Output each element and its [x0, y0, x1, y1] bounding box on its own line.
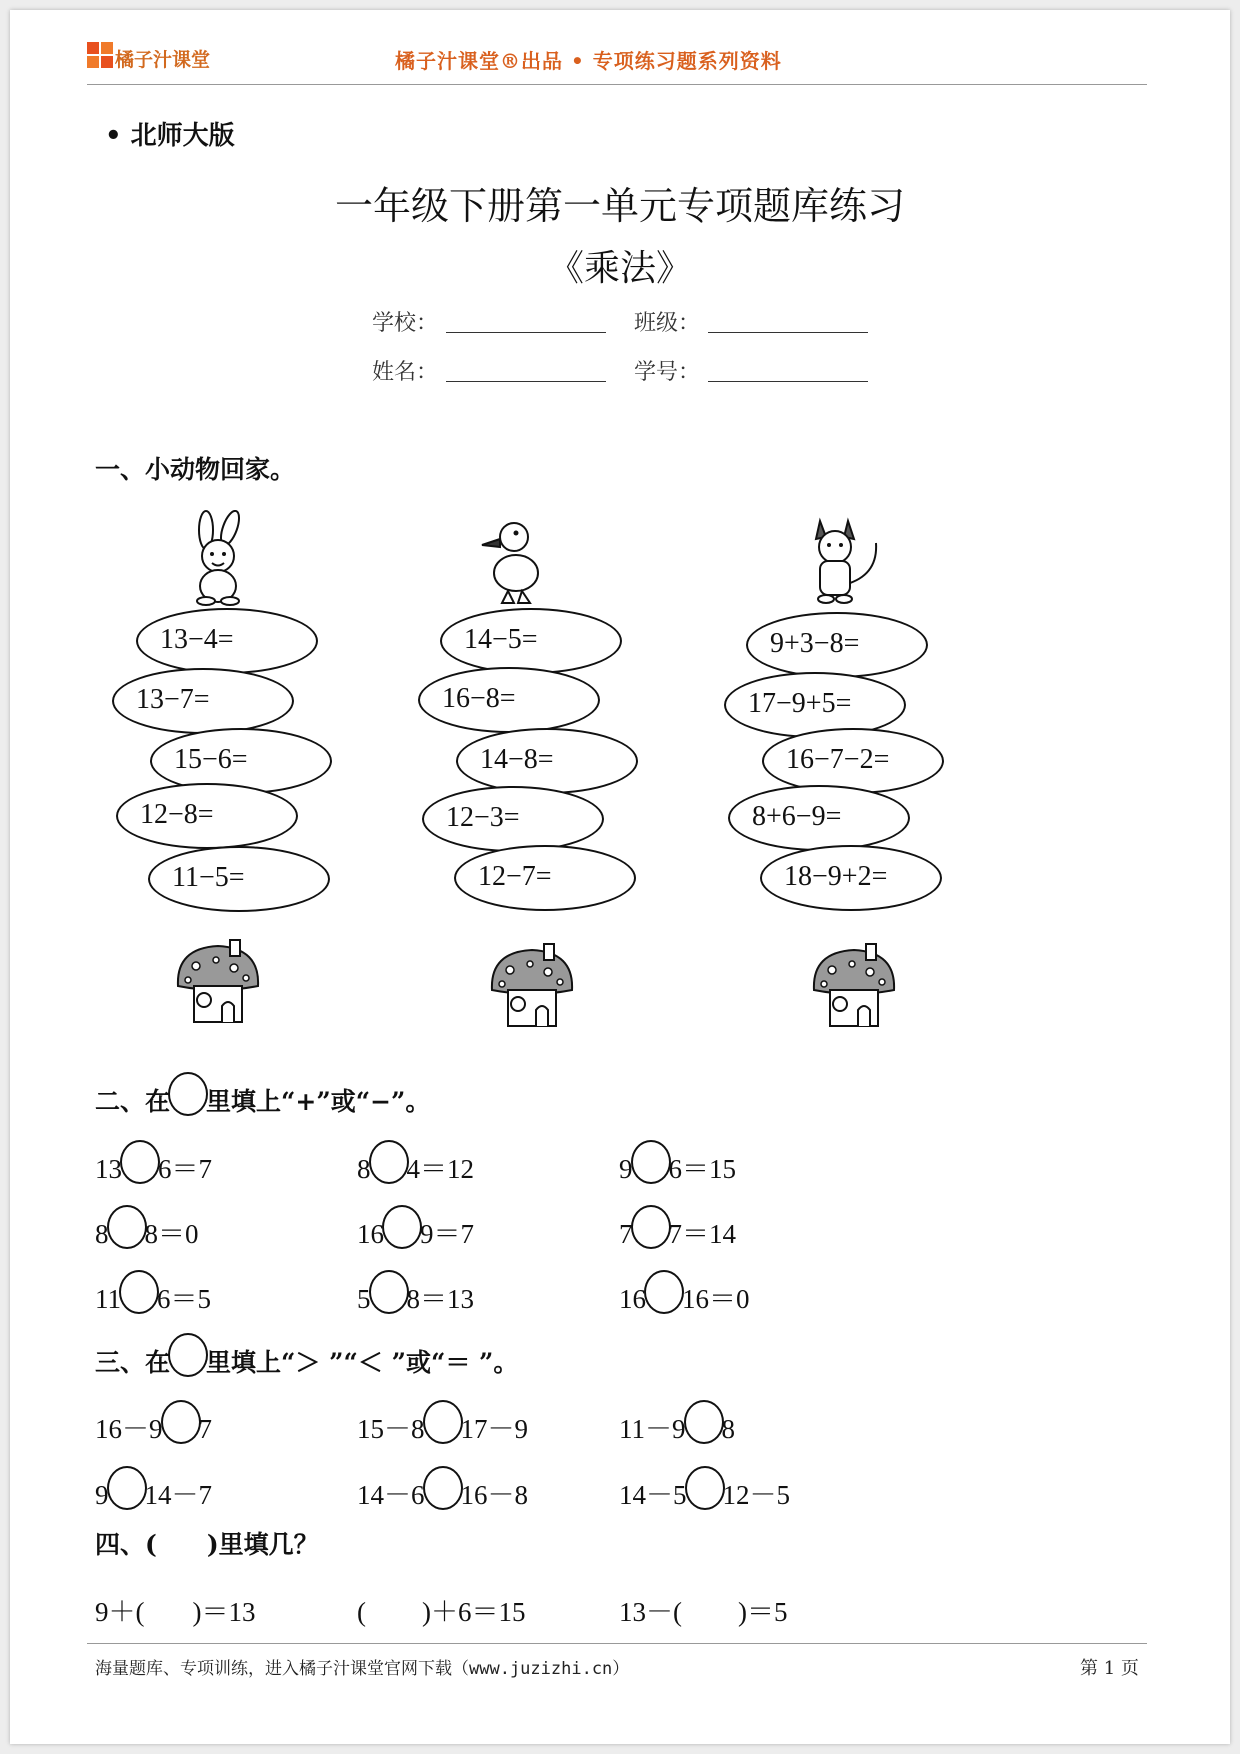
- heading-text: 里填上“+”或“−”。: [206, 1087, 431, 1116]
- exercise-item: [619, 1590, 788, 1629]
- exercise-item: [95, 1205, 199, 1251]
- section-3-heading: [95, 1333, 518, 1379]
- answer-circle[interactable]: [369, 1270, 409, 1314]
- operand: 15－8: [357, 1414, 425, 1444]
- heading-text: 二、在: [95, 1087, 171, 1116]
- operand: 7＝14: [668, 1219, 736, 1249]
- number-label: 学号：: [634, 360, 701, 385]
- equation-oval: [728, 785, 910, 851]
- equation-text: 17−9+5=: [748, 688, 852, 719]
- equation-oval: [116, 783, 298, 849]
- name-label: 姓名：: [372, 360, 439, 385]
- page-subtitle: 《乘法》: [547, 248, 692, 289]
- cat-icon: [800, 513, 886, 605]
- equation-text: 12−8=: [140, 799, 214, 830]
- equation-text: 13−7=: [136, 684, 210, 715]
- operand: 4＝12: [406, 1154, 474, 1184]
- section-4-heading: 四、( )里填几？: [95, 1530, 319, 1559]
- equation-oval: [136, 608, 318, 674]
- number-field[interactable]: [708, 381, 868, 382]
- operand: 7: [619, 1219, 633, 1249]
- equation-oval: [148, 846, 330, 912]
- operand: 8: [721, 1414, 735, 1444]
- class-field[interactable]: [708, 332, 868, 333]
- exercise-item: [95, 1140, 212, 1186]
- operand: 16－8: [460, 1480, 528, 1510]
- operand: 16＝0: [682, 1284, 750, 1314]
- answer-circle[interactable]: [423, 1466, 463, 1510]
- equation-oval: [418, 667, 600, 733]
- equation-text: 13−4=: [160, 624, 234, 655]
- class-label: 班级：: [634, 311, 701, 336]
- operand: 8: [95, 1219, 109, 1249]
- exercise-item: [95, 1270, 211, 1316]
- answer-circle-icon: [168, 1072, 208, 1116]
- equation-oval: [112, 668, 294, 734]
- exercise-item: [357, 1270, 474, 1316]
- operand: )＝5: [738, 1597, 788, 1627]
- equation-text: 11−5=: [172, 862, 245, 893]
- operand: 14－6: [357, 1480, 425, 1510]
- answer-circle[interactable]: [382, 1205, 422, 1249]
- equation-text: 18−9+2=: [784, 861, 888, 892]
- header-title: 橘子汁课堂®出品 • 专项练习题系列资料: [395, 49, 782, 73]
- answer-circle[interactable]: [631, 1140, 671, 1184]
- duck-icon: [478, 515, 548, 607]
- operand: 14－5: [619, 1480, 687, 1510]
- equation-text: 14−8=: [480, 744, 554, 775]
- heading-text: 三、在: [95, 1348, 171, 1377]
- operand: 14－7: [144, 1480, 212, 1510]
- operand: 12－5: [722, 1480, 790, 1510]
- section-2-heading: [95, 1072, 430, 1118]
- operand: 9＝7: [420, 1219, 474, 1249]
- operand: 9: [95, 1480, 109, 1510]
- answer-circle[interactable]: [631, 1205, 671, 1249]
- answer-circle[interactable]: [423, 1400, 463, 1444]
- operand: )＝13: [192, 1597, 256, 1627]
- exercise-item: [619, 1270, 750, 1316]
- operand: 16: [357, 1219, 384, 1249]
- footer-divider: [87, 1643, 1147, 1644]
- school-field[interactable]: [446, 332, 606, 333]
- exercise-item: [357, 1466, 528, 1512]
- exercise-item: [619, 1140, 736, 1186]
- answer-circle[interactable]: [107, 1466, 147, 1510]
- page-number: 第 1 页: [1080, 1658, 1139, 1679]
- equation-text: 14−5=: [464, 624, 538, 655]
- operand: 6＝15: [668, 1154, 736, 1184]
- equation-text: 12−3=: [446, 802, 520, 833]
- equation-oval: [724, 672, 906, 738]
- operand: 17－9: [460, 1414, 528, 1444]
- operand: )＋6＝15: [422, 1597, 526, 1627]
- section-1-heading: 一、小动物回家。: [95, 455, 296, 484]
- operand: 9＋(: [95, 1597, 145, 1627]
- answer-circle[interactable]: [161, 1400, 201, 1444]
- exercise-item: [357, 1590, 526, 1629]
- equation-oval: [760, 845, 942, 911]
- operand: 8: [357, 1154, 371, 1184]
- heading-text: 里填上“＞ ”“＜ ”或“＝ ”。: [206, 1348, 519, 1377]
- equation-text: 16−7−2=: [786, 744, 890, 775]
- operand: 16: [619, 1284, 646, 1314]
- answer-circle[interactable]: [120, 1140, 160, 1184]
- exercise-item: [95, 1590, 256, 1629]
- operand: (: [357, 1597, 366, 1627]
- mushroom-house-icon: [808, 940, 900, 1030]
- equation-text: 15−6=: [174, 744, 248, 775]
- name-field[interactable]: [446, 381, 606, 382]
- answer-circle[interactable]: [684, 1400, 724, 1444]
- equation-oval: [762, 728, 944, 794]
- exercise-item: [357, 1140, 474, 1186]
- operand: 6＝7: [158, 1154, 212, 1184]
- brand-logo-icon: [87, 42, 113, 68]
- exercise-item: [95, 1400, 212, 1446]
- exercise-item: [357, 1205, 474, 1251]
- operand: 5: [357, 1284, 371, 1314]
- exercise-item: [95, 1466, 212, 1512]
- operand: 13: [95, 1154, 122, 1184]
- answer-circle[interactable]: [369, 1140, 409, 1184]
- equation-text: 9+3−8=: [770, 628, 860, 659]
- edition-label: • 北师大版: [105, 121, 235, 151]
- header-divider: [87, 84, 1147, 85]
- operand: 6＝5: [157, 1284, 211, 1314]
- mushroom-house-icon: [486, 940, 578, 1030]
- answer-circle-icon: [168, 1333, 208, 1377]
- answer-circle[interactable]: [644, 1270, 684, 1314]
- page-title: 一年级下册第一单元专项题库练习: [334, 184, 905, 228]
- equation-text: 12−7=: [478, 861, 552, 892]
- operand: 11－9: [619, 1414, 686, 1444]
- answer-circle[interactable]: [107, 1205, 147, 1249]
- rabbit-icon: [178, 510, 258, 606]
- mushroom-house-icon: [172, 936, 264, 1026]
- answer-circle[interactable]: [685, 1466, 725, 1510]
- exercise-item: [619, 1466, 790, 1512]
- equation-oval: [746, 612, 928, 678]
- equation-oval: [454, 845, 636, 911]
- equation-oval: [440, 608, 622, 674]
- operand: 7: [198, 1414, 212, 1444]
- equation-oval: [456, 728, 638, 794]
- answer-circle[interactable]: [119, 1270, 159, 1314]
- exercise-item: [619, 1205, 736, 1251]
- footer-text: 海量题库、专项训练，进入橘子汁课堂官网下载（www.juzizhi.cn）: [95, 1659, 630, 1679]
- operand: 11: [95, 1284, 121, 1314]
- operand: 13－(: [619, 1597, 682, 1627]
- brand-name: 橘子汁课堂: [115, 49, 211, 71]
- operand: 9: [619, 1154, 633, 1184]
- school-label: 学校：: [372, 311, 439, 336]
- operand: 8＝0: [144, 1219, 199, 1249]
- equation-text: 16−8=: [442, 683, 516, 714]
- equation-oval: [422, 786, 604, 852]
- exercise-item: [357, 1400, 528, 1446]
- equation-text: 8+6−9=: [752, 801, 842, 832]
- exercise-item: [619, 1400, 735, 1446]
- operand: 8＝13: [406, 1284, 474, 1314]
- operand: 16－9: [95, 1414, 163, 1444]
